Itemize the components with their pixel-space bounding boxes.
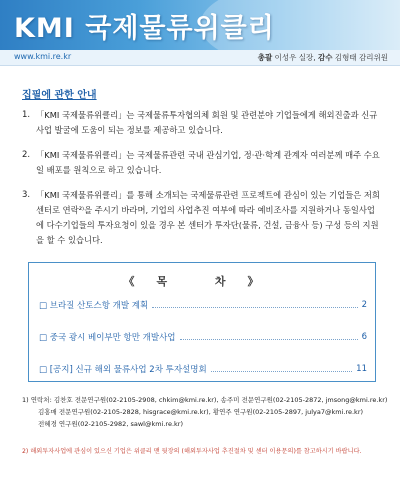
note-item	[22, 108, 382, 138]
publication-title: KMI 국제물류위클리	[14, 13, 275, 44]
toc-leader-dots	[211, 367, 353, 372]
note-number: 3.	[22, 190, 31, 200]
credits-label-general: 총괄	[257, 53, 273, 62]
contact-row: 1) 연락처: 김찬호 전문연구원(02-2105-2908, chkim@kmi.re.kr), 송주미 전문연구원(02-2105-2872, jmsong@kmi.re.kr)	[22, 396, 388, 404]
website-url[interactable]: www.kmi.re.kr	[14, 52, 72, 61]
credits-label-review: 감수	[318, 53, 333, 62]
toc-item-page: 6	[361, 332, 367, 342]
contact-row: 김홍매 전문연구원(02-2105-2828, hisgrace@kmi.re.kr), 황연주 연구원(02-2105-2897, julya7@kmi.re.kr)	[38, 408, 364, 416]
contact-row: 전혜경 연구원(02-2105-2982, sawl@kmi.re.kr)	[38, 420, 183, 428]
toc-item-santos-port[interactable]	[39, 299, 367, 311]
toc-leader-dots	[180, 335, 358, 340]
toc-title: 《목 차》	[123, 275, 281, 288]
footnote: 2) 해외투자사업에 관심이 있으신 기업은 위클리 맨 뒷장의 (해외투자사업 추진절차 및 센터 이용문의)를 참고하시기 바랍니다.	[22, 448, 362, 455]
toc-item-label: □ 브라질 산토스항 개발 계획	[39, 301, 149, 311]
note-item	[22, 188, 382, 248]
toc-item-label: □ 중국 광시 베이부만 항만 개발사업	[39, 333, 176, 343]
note-text: 「KMI 국제물류위클리」는 국제물류투자협의체 회원 및 관련분야 기업들에게 해외진출과 신규사업 발굴에 도움이 되는 정보를 제공하고 있습니다.	[36, 110, 378, 135]
credits	[258, 52, 388, 63]
intro-heading: 집필에 관한 안내	[22, 90, 97, 101]
toc-item-beibu-gulf[interactable]	[39, 331, 367, 343]
masthead	[0, 0, 400, 50]
toc-item-label: □ [공지] 신규 해외 물류사업 2차 투자설명회	[39, 365, 207, 375]
masthead-subbar	[0, 50, 400, 66]
credits-value-review: 김형태 감리위원	[334, 53, 388, 62]
note-text: 「KMI 국제물류위클리」를 통해 소개되는 국제물류관련 프로젝트에 관심이 있는 기업들은 저희 센터로 연락²⁾을 주시기 바라며, 기업의 사업추진 여부에 따라 예비조사를 지원하거나 동일사업에 다수기업들의 투자요청이 있을 경우 본 센터가 투자단(물류, 건설, 금융사 등) 구성 등의 지원을 할 수 있습니다.	[36, 190, 380, 245]
note-number: 2.	[22, 150, 31, 160]
notes-list	[22, 108, 382, 258]
toc-item-investment-briefing[interactable]	[39, 363, 367, 375]
toc-item-page: 11	[356, 364, 367, 374]
credits-value-general: 이성우 실장,	[274, 53, 316, 62]
toc-item-page: 2	[361, 300, 367, 310]
note-text: 「KMI 국제물류위클리」는 국제물류관련 국내 관심기업, 정·관·학계 관계자 여러분께 매주 수요일 배포를 원칙으로 하고 있습니다.	[36, 150, 380, 175]
table-of-contents	[28, 262, 376, 382]
note-number: 1.	[22, 110, 31, 120]
toc-leader-dots	[152, 303, 357, 308]
note-item	[22, 148, 382, 178]
contact-info	[22, 394, 392, 430]
